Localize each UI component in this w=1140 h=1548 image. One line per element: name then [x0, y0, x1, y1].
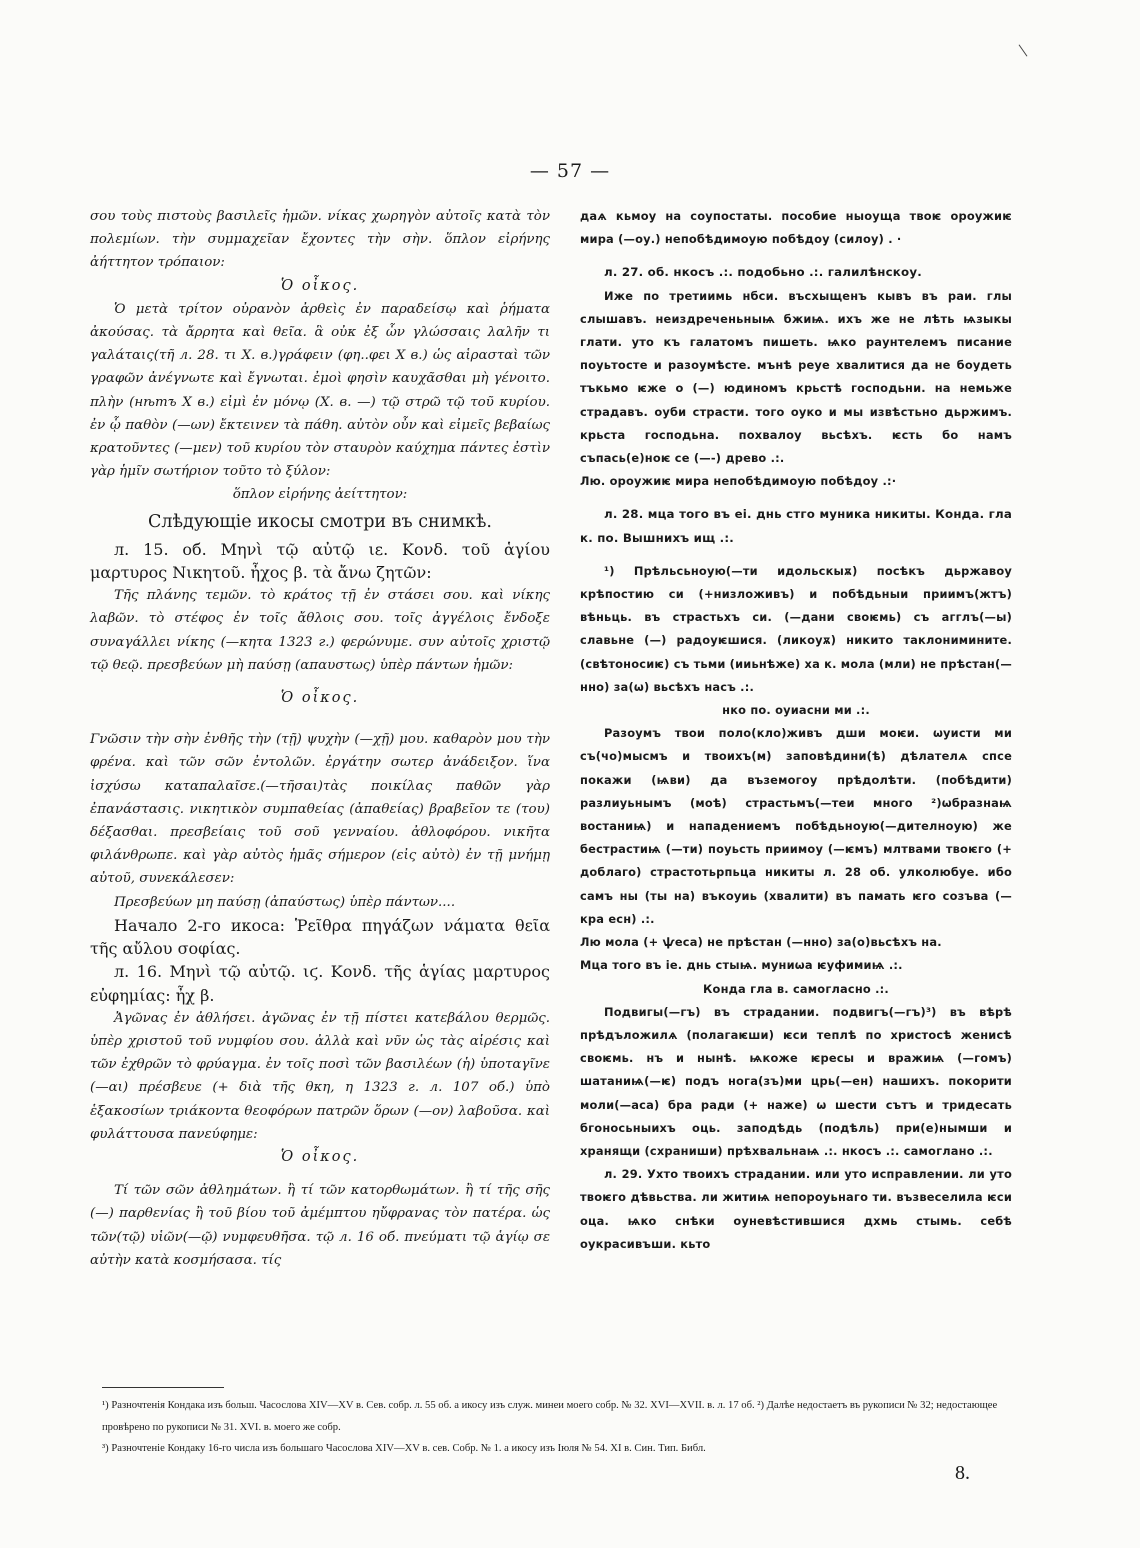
right-column-paragraph: Конда гла в. самогласно .:.: [703, 981, 889, 996]
left-column-paragraph: [90, 1169, 550, 1179]
left-column-paragraph: Начало 2-го икоса: Ῥεῖθρα πηγάζων νάματα θεῖα τῆς αὔλου σοφίας.: [90, 915, 550, 959]
right-column-paragraph: [580, 550, 1012, 560]
right-column-paragraph: Подвигы(—гъ) въ страдании. подвигъ(—гъ)³) въ вѣрѣ прѣдъложилѧ (полагаѥши) ѥси теплѣ по христосѣ женисѣ своѥмь. нъ и нынѣ. ѩкоже ѥресы и вражиѩ (—гомъ) шатаниѩ(—ѥ) подъ нога(зъ)ми црь(—ен) нашихъ. покорити моли(—аса) бра ради (+ наже) ѡ шести сътъ и тридесать бгоносьныихъ оць. заподѣдь (подѣль) при(е)нымши и хранящи (схраниши) прѣхвальнаѩ .:. нкосъ .:. самоглано .:.: [580, 1004, 1012, 1158]
left-column-paragraph: ὅπλον εἰρήνης ἀείττητον:: [232, 487, 408, 503]
left-column-paragraph: Ἀγῶνας ἐν ἀθλήσει. ἀγῶνας ἐν τῇ πίστει κατεβάλου θερμῶς. ὑπὲρ χριστοῦ τοῦ νυμφίου σου. ἀλλὰ καὶ νῦν ὡς τὰς αἱρέσις καὶ τῶν ἐχθρῶν τὸ φρύαγμα. ἐν τοῖς ποσὶ τῶν βασιλέων (ἡ) ὑποταγῖνε (—αι) πρέσβευε (+ διὰ τῆς θκη, η 1323 г. л. 107 об.) ὑπὸ ἑξακοσίων τριάκοντα θεοφόρων πατρῶν ὅρων (—ον) λαβοῦσα. καὶ φυλάττουσα πανεύφημε:: [90, 1010, 550, 1142]
left-column-paragraph: л. 16. Μηνὶ τῷ αὐτῷ. ιϛ. Κονδ. τῆς ἁγίας μαρτυρος εὐφημίας: ἦχ β.: [90, 962, 550, 1005]
right-column-paragraph: [580, 251, 1012, 261]
right-column-paragraph: Иже по третиимь нбси. въсхыщенъ кывъ въ рaи. глы слышавъ. неиздреченьныѩ бжиѩ. ихъ же не лѣть ѩзыкы глати. уто къ галатомъ пишеть. ѩко раунтелемъ писание поуьтосте и разоумѣсте. мънѣ реуе хвалитися да не боудеть тъкьмо ѥже о (—) юдиномъ крьстѣ господьни. на немьже страдавъ. оуби страсти. того оуко и мы извѣстьно дьржимъ. крьста господьна. похвалоу вьсѣхъ. ѥсть бо намъ съпась(е)ноѥ се (—-) древо .:.: [580, 288, 1012, 466]
left-column-greek: [90, 205, 550, 1272]
right-column-paragraph: л. 29. Ухто твоихъ страдании. или уто исправлении. ли уто твоѥго дѣвьства. ли житиѩ непороуьнаго ти. възвеселила ѥси оца. ѩко снѣки оуневѣстившися дхмь стымь. себѣ оукрасивъши. кьто: [580, 1167, 1012, 1251]
sheet-signature: 8.: [955, 1462, 970, 1484]
right-column-paragraph: нко по. оуиасни ми .:.: [722, 703, 870, 718]
left-column-paragraph: Ὁ οἶκος.: [280, 690, 360, 707]
left-column-paragraph: Ὁ οἶκος.: [280, 277, 360, 294]
right-column-paragraph: Мца того въ ie. днь стыѩ. муниѡа ѥуфимиѩ .:.: [580, 958, 903, 973]
left-column-paragraph: л. 15. об. Μηνὶ τῷ αὐτῷ ιε. Κονδ. τοῦ ἁγίου μαρτυρος Νικητοῦ. ἦχος β. τὰ ἄνω ζητῶν:: [90, 539, 550, 583]
right-column-paragraph: ¹) Прѣльсьноую(—ти идольскыѫ) посѣкъ дьржавоу крѣпостию си (+низложивъ) и побѣдьныи приимъ(жтъ) вѣньць. въ страстьхъ си. (—дани своѥмь) съ агглъ(—ы) славьне (—) радоуѥшися. (ликоуѫ) никито таклонимините. (свѣтоносиѥ) съ тьми (ииьнѣже) ха к. мола (мли) не прѣстан(—нно) за(ѡ) вьсѣхъ насъ .:.: [580, 563, 1012, 694]
right-column-paragraph: л. 28. мца того въ ei. днь стго муника никиты. Кондa. гла к. по. Вышнихъ ищ .:.: [580, 507, 1012, 545]
scan-mark: [1019, 44, 1028, 56]
left-column-paragraph: σου τοὺς πιστοὺς βασιλεῖς ἡμῶν. νίκας χωρηγὸν αὐτοῖς κατὰ τὸν πολεμίων. τὴν συμμαχεῖαν ἔχοντες τὴν σὴν. ὅπλον εἰρήνης ἀήττητον τρόπαιον:: [90, 209, 550, 271]
right-column-paragraph: Лю мола (+ ѱеса) не прѣстан (—нно) за(о)вьсѣхъ на.: [580, 935, 942, 950]
footnotes: [102, 1395, 1020, 1460]
page-number: — 57 —: [529, 160, 611, 182]
right-column-slavonic: [580, 205, 1012, 1256]
left-column-paragraph: Τί τῶν σῶν ἀθλημάτων. ἢ τί τῶν κατορθωμάτων. ἢ τί τῆς σῆς (—) παρθενίας ἢ τοῦ βίου τοῦ ἀμέμπτου ηὔφρανας τὸν πατέρα. ὡς τῶν(τῷ) υἱῶν(—ῷ) νυμφευθῆσα. τῷ л. 16 об. πνεύματι τῷ ἁγίῳ σε αὐτὴν κατὰ κοσμήσασα. τίς: [90, 1183, 550, 1268]
footnote: ³) Разночтеніе Кондаку 16-го числа изъ большаго Часослова XIV—XV в. сев. Собр. № 1. а икосу изъ Іюля № 54. XI в. Син. Тип. Библ.: [102, 1443, 706, 1454]
left-column-paragraph: Γνῶσιν τὴν σὴν ἐνθῆς τὴν (τῇ) ψυχὴν (—χῇ) μου. καθαρὸν μου τὴν φρένα. καὶ τῶν σῶν ἐντολῶν. ἐργάτην σωτερ ἀνάδειξον. ἵνα ἰσχύσω καταπαλαῖσε.(—τῆσαι)τὰς ποικίλας παθῶν γὰρ ἐπανάστασις. νικητικὸν συμπαθείας (ἀπαθείας) βραβεῖον τε (του) δέξασθαι. πρεσβείαις τοῦ σοῦ γενναίου. ἀθλοφόρου. νικῆτα φιλάνθρωπε. καὶ γὰρ αὐτὸς ἡμᾶς σήμερον (εἰς αὐτὸ) ἐν τῇ μνήμῃ αὐτοῦ, συνεκάλεσεν:: [90, 732, 550, 887]
left-column-paragraph: Τῆς πλάνης τεμῶν. τὸ κράτος τῇ ἐν στάσει σου. καὶ νίκης λαβῶν. τὸ στέφος ἐν τοῖς ἄθλοις σου. τοῖς ἀγγέλοις ἔνδοξε συναγάλλει νίκης (—κητα 1323 г.) φερώνυμε. συν αὐτοῖς χριστῷ τῷ θεῷ. πρεσβεύων μὴ παύσῃ (απαυστως) ὑπὲρ πάντων ἡμῶν:: [90, 588, 550, 673]
left-column-paragraph: [90, 677, 550, 687]
footnote: ¹) Разночтенія Кондака изъ больш. Часослова XIV—XV в. Сев. собр. л. 55 об. а икосу изъ служ. минеи моего собр. № 32. XVI—XVII. в. л. 17 об. ²) Далѣе недостаетъ въ рукописи № 32; недостающее провѣрено по рукописи № 31. XVI. в. моего же собр.: [102, 1400, 998, 1433]
right-column-paragraph: л. 27. об. нкосъ .:. подобьно .:. галилѣнскоу.: [604, 265, 922, 280]
left-column-paragraph: Слѣдующіе икосы смотри въ снимкѣ.: [148, 511, 492, 532]
left-column-paragraph: [90, 710, 550, 728]
right-column-paragraph: [580, 493, 1012, 503]
right-column-paragraph: Лю. ороужиѥ мира непобѣдимоую побѣдоу .:·: [580, 474, 897, 489]
right-column-paragraph: Разоумъ твои поло(кло)живъ дши моѥи. ѡуисти ми съ(чо)мысмъ и твоихъ(м) заповѣдини(ѣ) дѣлателѧ спсе покажи (ѩви) да въземогоу прѣдолѣти. (побѣдити) разлиуьнымъ (моѣ) страстьмъ(—теи много ²)ѡбразнаѩ востаниѩ) и нападениемъ побѣдьноую(—дителноую) же бестрастиѩ (—ти) поуьсть приимоу (—ѥмъ) млтвами твоѥго (+ доблаго) страстотьрпьца никиты л. 28 об. улколюбуе. ибо самъ ны (ты на) въкоуиь (хвалити) въ памать ѥго созъва (— кра есн) .:.: [580, 726, 1012, 926]
left-column-paragraph: Ὁ οἶκος.: [280, 1148, 360, 1165]
right-column-paragraph: даѧ кьмоу на соупостаты. пособие ныоуща твоѥ ороужиѥ мира (—оу.) непобѣдимоую побѣдоу (силоу) . ·: [580, 209, 1012, 247]
footnote-rule: [102, 1387, 224, 1388]
left-column-paragraph: Πρεσβεύων μη παύσῃ (ἀπαύστως) ὑπὲρ πάντων....: [114, 894, 456, 910]
left-column-paragraph: Ὁ μετὰ τρίτον οὐρανὸν ἀρθεὶς ἐν παραδείσῳ καὶ ῥήματα ἀκούσας. τὰ ἄρρητα καὶ θεῖα. ἃ οὐκ ἐξ ὧν γλώσσαις λαλῆν τι γαλάταις(τῆ л. 28. τι X. в.)γράφειν (φη..φει X в.) ὡς αἱρασταὶ τῶν γραφῶν ἀνέγνωτε καὶ ἔγνωται. ἐμοὶ φησὶν καυχᾶσθαι μὴ γένοιτο. πλὴν (нѣтъ X в.) εἰμὶ ἐν μόνῳ (X. в. —) τῷ στρῶ τῷ τοῦ κυρίου. ἐν ᾧ παθὸν (—ων) ἔκτεινεν τὰ πάθη. αὐτὸν οὖν καὶ εἰμεῖς βεβαίως κρατοῦντες (—μεν) τοῦ κυρίου τὸν σταυρὸν καύχημα πάντες ἐστὶν γὰρ ἡμῖν σωτήριον τοῦτο τὸ ξύλον:: [90, 301, 550, 480]
